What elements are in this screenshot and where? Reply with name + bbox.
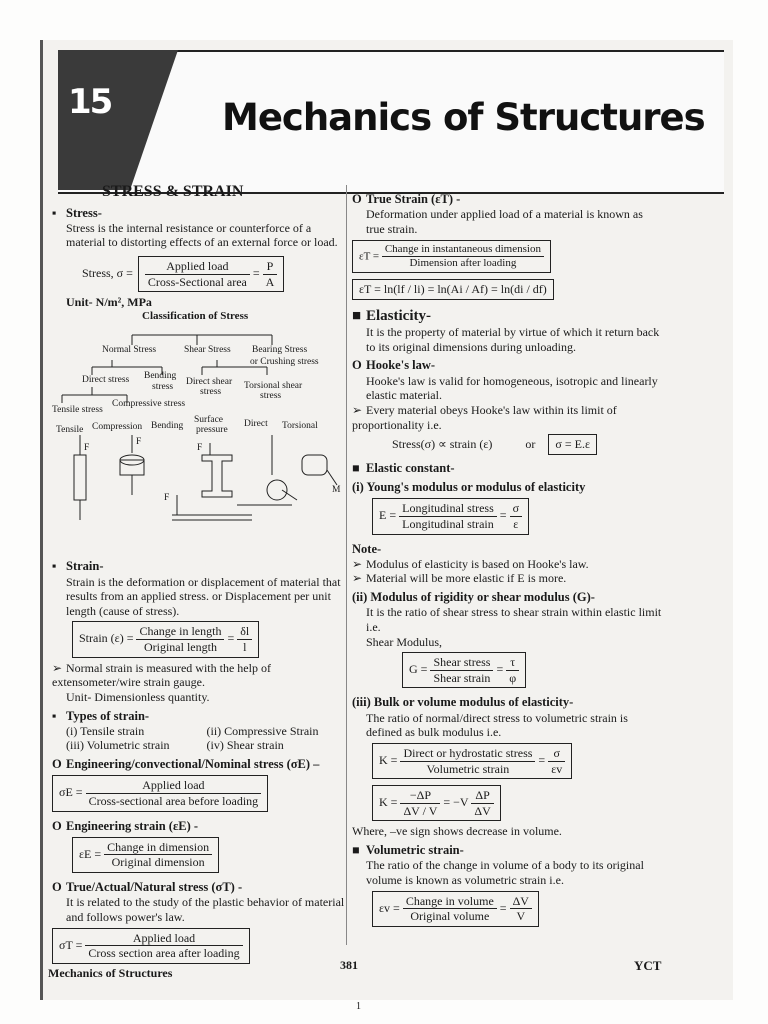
where-text: Where, –ve sign shows decrease in volume.: [352, 824, 562, 839]
true-strain-log-formula: εT = ln(lf / li) = ln(Ai / Af) = ln(di / df): [352, 276, 664, 303]
moment-label: M: [332, 485, 341, 496]
left-column: [52, 182, 347, 967]
force-label-2: F: [136, 437, 142, 448]
true-stress-text: It is related to the study of the plastic behavior of material and follows power's law.: [66, 895, 345, 924]
torsional-label: Torsional: [282, 421, 318, 432]
eng-stress-heading: O Engineering/convectional/Nominal stress (σE) –: [52, 757, 320, 772]
hooke-relation: Stress(σ) ∝ strain (ε) or σ = E.ε: [392, 432, 664, 457]
surface-label: Surface: [194, 415, 224, 426]
direct-label: Direct: [244, 419, 268, 430]
true-stress-heading: O True/Actual/Natural stress (σT) -: [52, 880, 243, 895]
hooke-text-2: ➢ Every material obeys Hooke's law within its limit of proportionality i.e.: [352, 402, 617, 432]
direct-shear-label: Direct shear: [186, 377, 233, 388]
pressure-label: pressure: [196, 425, 228, 436]
hooke-text: Hooke's law is valid for homogeneous, isotropic and linearly elastic material.: [366, 373, 658, 403]
bending-stress-label: Bending: [144, 371, 177, 382]
force-label-1: F: [84, 443, 90, 454]
stress-unit: Unit- N/m², MPa: [66, 295, 152, 310]
stress-classification-diagram: [52, 325, 347, 555]
k2-formula: K = $\frac{-\Delta P}{\Delta V / V}$ = −V $\frac{\Delta P}{\Delta V}$: [352, 782, 664, 824]
force-label-4: F: [164, 493, 170, 504]
note-1: ➢ Modulus of elasticity is based on Hooke's law.: [352, 556, 589, 571]
volumetric-text: The ratio of the change in volume of a body to its original volume is known as volumetric strain i.e.: [366, 858, 644, 887]
direct-shear-label-2: stress: [200, 387, 222, 398]
normal-stress-label: Normal Stress: [102, 345, 157, 356]
chapter-title: Mechanics of Structures: [222, 96, 705, 139]
bulk-heading: (iii) Bulk or volume modulus of elasticity-: [352, 695, 574, 710]
chapter-number: 15: [68, 82, 112, 122]
section-title: STRESS & STRAIN: [102, 183, 244, 200]
true-strain-formula: εT = $\frac{\text{Change in instantaneous dimension}}{\text{Dimension after loading}}$: [352, 237, 664, 277]
young-heading: (i) Young's modulus or modulus of elasticity: [352, 480, 586, 495]
strain-type-3: (iii) Volumetric strain: [66, 738, 170, 753]
scan-page-number: 1: [356, 1001, 361, 1012]
strain-heading: ▪ Strain-: [52, 559, 104, 574]
shear-stress-label: Shear Stress: [184, 345, 231, 356]
hooke-heading: O Hooke's law-: [352, 358, 436, 373]
k-formula: K = $\frac{\text{Direct or hydrostatic stress}}{\text{Volumetric strain}}$ = $\frac{\sigma}{\varepsilon v}$: [352, 740, 664, 782]
bending-stress-label-2: stress: [152, 382, 174, 393]
shear-modulus-label: Shear Modulus,: [366, 634, 442, 649]
true-strain-heading: O True Strain (εT) -: [352, 192, 461, 206]
crushing-stress-label: or Crushing stress: [250, 357, 319, 368]
elasticity-heading: ■ Elasticity-: [352, 307, 431, 324]
torsional-shear-label-2: stress: [260, 391, 282, 402]
footer-book-title: Mechanics of Structures: [48, 966, 173, 980]
note-heading: Note-: [352, 541, 382, 556]
bearing-stress-label: Bearing Stress: [252, 345, 308, 356]
rigidity-heading: (ii) Modulus of rigidity or shear modulus (G)-: [352, 590, 595, 605]
strain-unit: Unit- Dimensionless quantity.: [66, 689, 210, 704]
normal-strain-text: ➢ Normal strain is measured with the help of extensometer/wire strain gauge.: [52, 660, 271, 690]
strain-types: [66, 724, 347, 753]
strain-type-2: (ii) Compressive Strain: [206, 723, 319, 738]
volumetric-heading: ■ Volumetric strain-: [352, 843, 464, 858]
tensile-label: Tensile: [56, 425, 84, 436]
strain-formula: Strain (ε) = $\frac{\text{Change in length}}{\text{Original length}}$ = $\frac{\delta l}{l}$: [52, 618, 347, 660]
g-formula: G = $\frac{\text{Shear stress}}{\text{Shear strain}}$ = $\frac{\tau}{\varphi}$: [382, 649, 664, 691]
force-label-3: F: [197, 443, 203, 454]
true-stress-formula: σT = $\frac{\text{Applied load}}{\text{Cross section area after loading}}$: [52, 925, 347, 967]
stress-heading: ▪ Stress-: [52, 205, 102, 220]
torsional-shear-label: Torsional shear: [244, 381, 303, 392]
rigidity-text: It is the ratio of shear stress to shear strain within elastic limit i.e.: [366, 605, 662, 634]
young-formula: E = $\frac{\text{Longitudinal stress}}{\text{Longitudinal strain}}$ = $\frac{\sigma}{\varepsilon}$: [352, 495, 664, 537]
note-2: ➢ Material will be more elastic if E is more.: [352, 571, 567, 586]
elasticity-text: It is the property of material by virtue of which it return back to its original dimensions during unloading.: [366, 325, 660, 354]
true-strain-text: Deformation under applied load of a material is known as true strain.: [366, 207, 643, 236]
stress-formula: Stress, σ = $\frac{\text{Applied load}}{\text{Cross-Sectional area}}$ = $\frac{P}{A}$: [82, 253, 347, 295]
strain-type-1: (i) Tensile strain: [66, 723, 145, 738]
compression-label: Compression: [92, 422, 143, 433]
eng-strain-formula: εE = $\frac{\text{Change in dimension}}{\text{Original dimension}}$: [52, 834, 347, 876]
ev-formula: εv = $\frac{\text{Change in volume}}{\text{Original volume}}$ = $\frac{\Delta V}{V}$: [352, 888, 664, 930]
classification-title: Classification of Stress: [142, 309, 249, 322]
direct-stress-label: Direct stress: [82, 375, 130, 386]
elastic-constant-heading: ■ Elastic constant-: [352, 460, 455, 475]
stress-text: Stress is the internal resistance or counterforce of a material to distorting effects of an external force or load.: [66, 220, 338, 250]
compressive-stress-label: Compressive stress: [112, 399, 186, 410]
right-column: [352, 188, 664, 930]
footer-page-number: 381: [340, 958, 358, 972]
strain-type-4: (iv) Shear strain: [206, 738, 284, 753]
bending-label: Bending: [151, 421, 184, 432]
eng-stress-formula: σE = $\frac{\text{Applied load}}{\text{Cross-sectional area before loading}}$: [52, 772, 347, 814]
strain-text: Strain is the deformation or displacement of material that results from an applied stress. or Displacement per unit length (cause of stress).: [66, 574, 341, 618]
bulk-text: The ratio of normal/direct stress to volumetric strain is defined as bulk modulus i.e.: [366, 710, 628, 740]
tensile-stress-label: Tensile stress: [52, 405, 103, 416]
footer-publisher: YCT: [634, 958, 662, 973]
eng-strain-heading: O Engineering strain (εE) -: [52, 818, 199, 833]
types-heading: ▪ Types of strain-: [52, 708, 150, 723]
